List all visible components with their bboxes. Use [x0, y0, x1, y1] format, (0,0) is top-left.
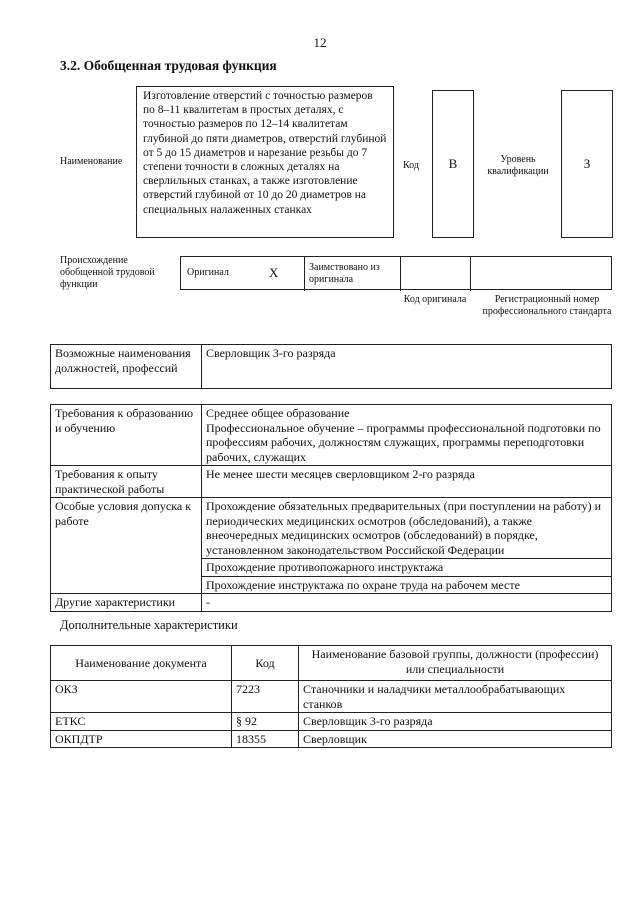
row-group: Станочники и наладчики металлообрабатывающих станков — [299, 681, 612, 713]
experience-label: Требования к опыту практической работы — [51, 466, 202, 498]
row-document: ЕТКС — [51, 713, 232, 731]
level-label: Уровень квалификации — [487, 154, 549, 177]
special-conditions-value-3: Прохождение инструктажа по охране труда на рабочем месте — [202, 576, 612, 594]
header-group: Наименование базовой группы, должности (профессии) или специальности — [299, 646, 612, 681]
special-conditions-label: Особые условия допуска к работе — [51, 498, 202, 594]
positions-label: Возможные наименования должностей, профессий — [51, 345, 202, 389]
row-document: ОКЗ — [51, 681, 232, 713]
experience-value: Не менее шести месяцев сверловщиком 2-го разряда — [202, 466, 612, 498]
reg-number-caption: Регистрационный номер профессионального стандарта — [482, 294, 612, 317]
code-label: Код — [403, 160, 419, 171]
original-cell — [181, 257, 305, 291]
function-name-box: Изготовление отверстий с точностью размеров по 8–11 квалитетам в простых деталях, с точностью размеров по 12–14 квалитетам глубиной до пяти диаметров, отверстий глубиной от 5 до 15 диаметров и нарезание резьбы до 7 степени точности в сложных деталях на сверлильных станках, а также изготовление отверстий глубиной от 10 до 20 диаметров на специальных налаженных станках — [136, 86, 394, 238]
original-label: Оригинал — [187, 267, 229, 278]
special-conditions-value-2: Прохождение противопожарного инструктажа — [202, 559, 612, 577]
reg-number-cell — [471, 257, 612, 291]
row-code: 7223 — [232, 681, 299, 713]
special-conditions-value-1: Прохождение обязательных предварительных (при поступлении на работу) и периодических медицинских осмотров (обследований), а также внеочередных медицинских осмотров (обследований) в порядке, установленном законодательством Российской Федерации — [202, 498, 612, 559]
education-label: Требования к образованию и обучению — [51, 405, 202, 466]
table-row — [51, 730, 612, 748]
education-line-2: Профессиональное обучение – программы профессиональной подготовки по профессиям рабочих, должностям служащих, программы переподготовки рабочих, служащих — [206, 420, 601, 464]
origin-label: Происхождение обобщенной трудовой функции — [60, 255, 155, 290]
row-group: Сверловщик 3-го разряда — [299, 713, 612, 731]
original-code-cell — [401, 257, 471, 291]
row-code: 18355 — [232, 730, 299, 748]
row-code: § 92 — [232, 713, 299, 731]
borrowed-label: Заимствовано из оригинала — [309, 262, 380, 285]
original-mark: X — [269, 265, 279, 280]
code-value: B — [432, 90, 474, 238]
row-document: ОКПДТР — [51, 730, 232, 748]
table-row — [51, 681, 612, 713]
row-group: Сверловщик — [299, 730, 612, 748]
borrowed-cell — [305, 257, 401, 291]
name-label: Наименование — [60, 156, 123, 167]
page-number: 12 — [313, 35, 327, 50]
original-code-caption: Код оригинала — [403, 294, 467, 305]
origin-row — [180, 256, 612, 290]
requirements-table — [50, 404, 612, 612]
education-value — [202, 405, 612, 466]
additional-title: Дополнительные характеристики — [60, 618, 238, 632]
table-row — [51, 713, 612, 731]
header-code: Код — [232, 646, 299, 681]
education-line-1: Среднее общее образование — [206, 406, 350, 420]
positions-table — [50, 344, 612, 389]
positions-value: Сверловщик 3-го разряда — [202, 345, 612, 389]
section-title: 3.2. Обобщенная трудовая функция — [60, 58, 277, 73]
level-value: 3 — [561, 90, 613, 238]
other-characteristics-label: Другие характеристики — [51, 594, 202, 612]
additional-table — [50, 645, 612, 748]
other-characteristics-value: - — [202, 594, 612, 612]
header-document: Наименование документа — [51, 646, 232, 681]
